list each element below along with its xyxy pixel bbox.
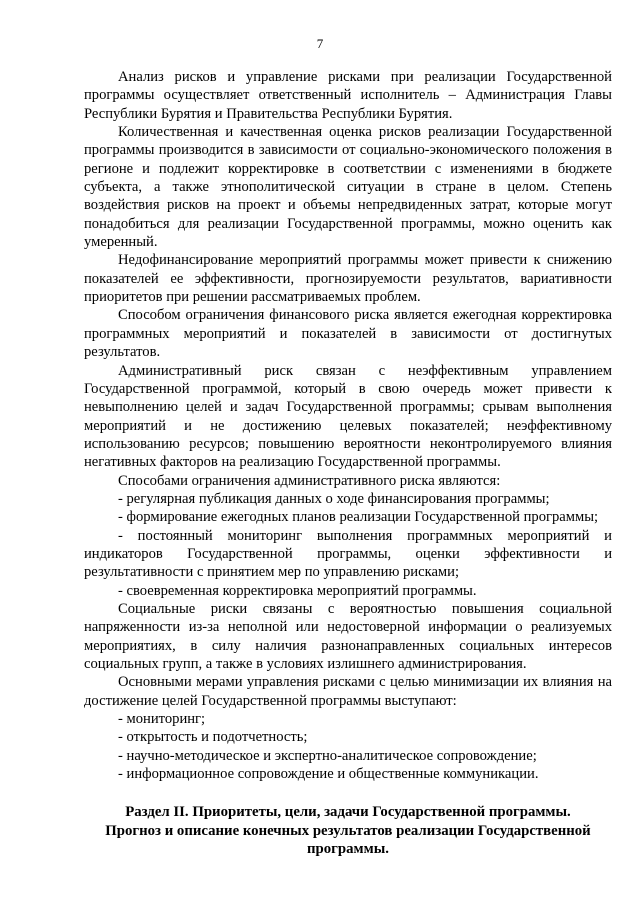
page-number: 7 bbox=[316, 36, 324, 51]
list-item-risk-measure: - мониторинг; bbox=[118, 711, 206, 728]
section-heading-line-2: Прогноз и описание конечных результатов реализации Государственной программы. bbox=[105, 822, 591, 858]
paragraph-administrative-risk: Административный риск связан с неэффективным управлением Государственной программой, который в свою очередь может привести к невыполнению целей и задач Государственной программы; срывам выполнения мероприятий и не достижению целевых показателей; неэффективному использованию ресурсов; повышению вероятности неконтролируемого влияния негативных факторов на реализацию Государственной программы. bbox=[84, 362, 612, 471]
paragraph-social-risks: Социальные риски связаны с вероятностью повышения социальной напряженности из-за неполной или недостоверной информации о реализуемых мероприятиях, в силу наличия разнонаправленных социальных интересов социальных групп, а также в условиях излишнего администрирования. bbox=[84, 600, 612, 672]
list-item-risk-measure: - открытость и подотчетность; bbox=[118, 729, 308, 746]
list-item-admin-measure: - формирование ежегодных планов реализации Государственной программы; bbox=[118, 509, 599, 526]
paragraph-risk-management-intro: Основными мерами управления рисками с целью минимизации их влияния на достижение целей Государственной программы выступают: bbox=[84, 674, 612, 709]
paragraph-admin-risk-intro: Способами ограничения административного риска являются: bbox=[118, 472, 501, 489]
document-body bbox=[84, 68, 612, 859]
list-item-risk-measure: - научно-методическое и экспертно-аналитическое сопровождение; bbox=[118, 747, 537, 764]
section-heading-line-1: Раздел II. Приоритеты, цели, задачи Государственной программы. bbox=[125, 804, 571, 821]
paragraph-risk-assessment: Количественная и качественная оценка рисков реализации Государственной программы производится в зависимости от социально-экономического положения в регионе и подлежит корректировке в соответствии с изменениями в бюджете субъекта, а также этнополитической ситуации в стране в целом. Степень воздействия рисков на проект и объемы непредвиденных затрат, которые могут понадобиться для реализации Государственной программы, можно оценить как умеренный. bbox=[84, 124, 612, 251]
paragraph-risk-analysis: Анализ рисков и управление рисками при реализации Государственной программы осуществляет ответственный исполнитель – Администрация Главы Республики Бурятия и Правительства Республики Бурятия. bbox=[84, 69, 612, 122]
paragraph-underfunding: Недофинансирование мероприятий программы может привести к снижению показателей ее эффективности, прогнозируемости результатов, вариативности приоритетов при решении рассматриваемых проблем. bbox=[84, 252, 612, 306]
list-item-admin-measure: - постоянный мониторинг выполнения программных мероприятий и индикаторов Государственной программы, оценки эффективности и результативности с принятием мер по управлению рисками; bbox=[84, 527, 612, 581]
paragraph-financial-risk: Способом ограничения финансового риска является ежегодная корректировка программных мероприятий и показателей в зависимости от достигнутых результатов. bbox=[84, 307, 612, 361]
section-heading bbox=[84, 803, 612, 859]
list-item-admin-measure: - своевременная корректировка мероприятий программы. bbox=[118, 582, 477, 599]
list-item-admin-measure: - регулярная публикация данных о ходе финансирования программы; bbox=[118, 490, 550, 507]
list-item-risk-measure: - информационное сопровождение и общественные коммуникации. bbox=[118, 766, 539, 783]
